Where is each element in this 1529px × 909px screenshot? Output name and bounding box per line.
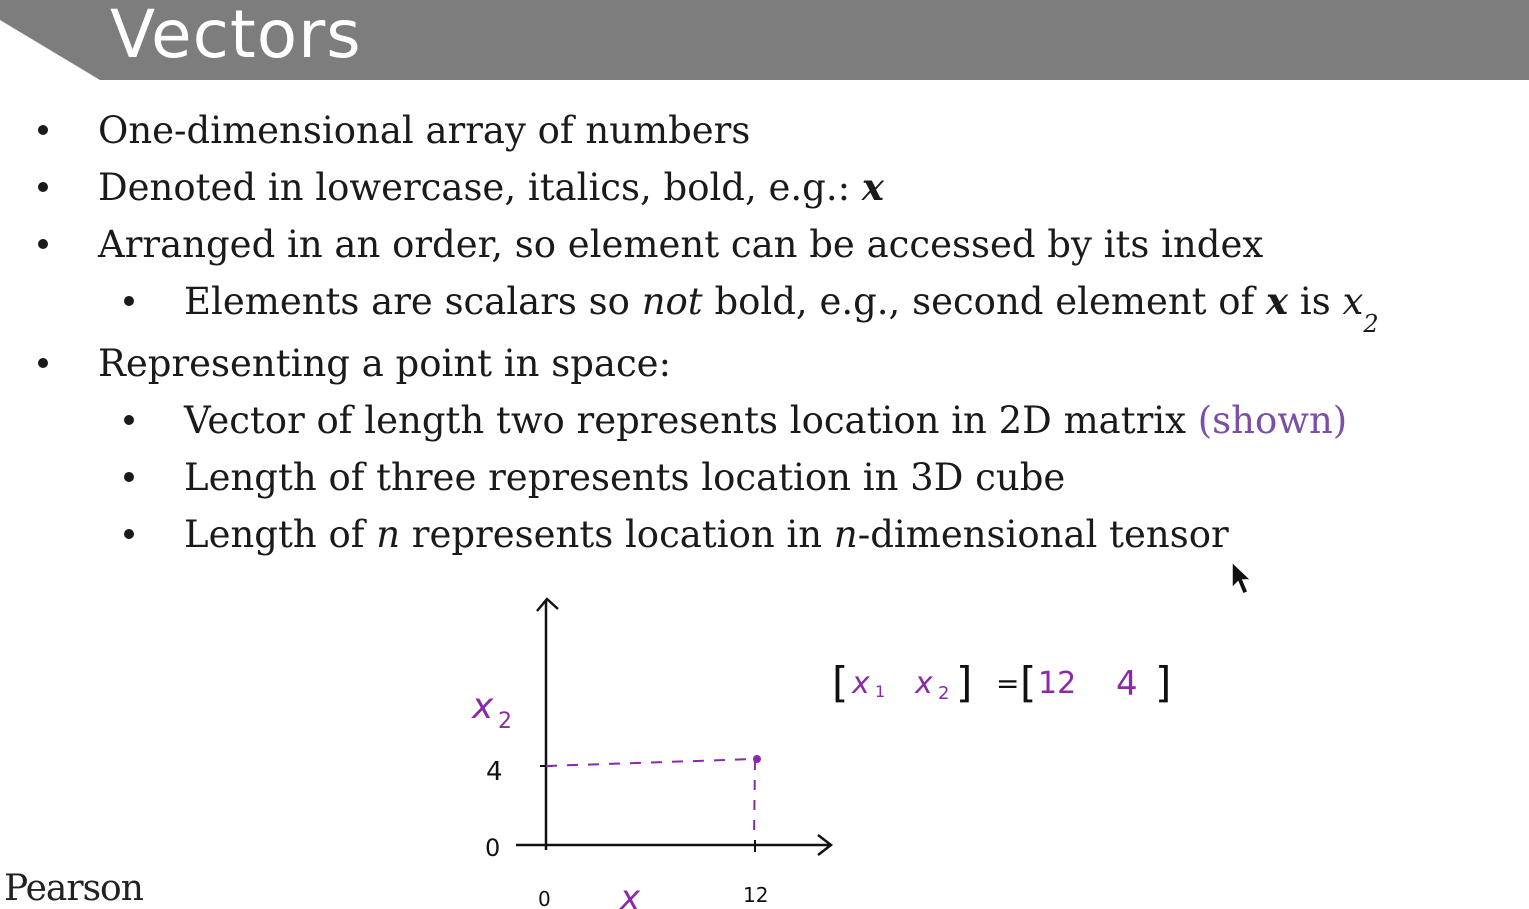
bullet-text: Length of: [184, 513, 377, 556]
italic-word: not: [641, 280, 703, 323]
subscript: 2: [1363, 310, 1379, 338]
y-axis-label-subscript: 2: [498, 709, 512, 734]
bullet-text: Elements are scalars so: [184, 280, 642, 323]
y-tick-label-4: 4: [486, 757, 503, 787]
bullet-text: -dimensional tensor: [857, 513, 1229, 556]
x-tick-label-12: 12: [743, 883, 769, 907]
bullet-text: Denoted in lowercase, italics, bold, e.g.:: [98, 166, 862, 209]
bullet-text: Length of three represents location in 3D cube: [184, 456, 1066, 499]
y-tick-label-0: 0: [485, 834, 501, 862]
y-axis-arrow: [537, 599, 558, 611]
vector-equation: [832, 658, 1171, 707]
vector-point: [753, 755, 761, 763]
bullet-text: One-dimensional array of numbers: [98, 109, 751, 152]
bold-vector-symbol: x: [861, 165, 884, 209]
bullet-text: represents location in: [400, 513, 834, 556]
equation-bracket: ]: [1155, 658, 1172, 707]
mouse-cursor-icon: [1230, 560, 1256, 600]
equation-bracket: [: [832, 658, 849, 707]
equation-x2: x: [915, 666, 933, 701]
y-axis-label: x: [472, 686, 494, 727]
italic-n: n: [376, 513, 401, 556]
x-axis-label: x: [620, 878, 641, 909]
equation-value-12: 12: [1038, 666, 1077, 701]
equation-x1: x: [852, 666, 870, 701]
slide-title: Vectors: [110, 0, 362, 73]
bullet-text: Representing a point in space:: [98, 342, 672, 385]
equation-value-4: 4: [1116, 664, 1138, 704]
italic-n: n: [833, 513, 858, 556]
equation-bracket: ]: [956, 658, 973, 707]
shown-note: (shown): [1197, 399, 1348, 442]
bullet-text: is: [1288, 280, 1343, 323]
x-tick-label-0: 0: [538, 887, 551, 909]
bullet-text: Vector of length two represents location in 2D matrix: [184, 399, 1198, 442]
bullet-text: Arranged in an order, so element can be accessed by its index: [98, 223, 1264, 266]
equation-x2-subscript: 2: [938, 683, 950, 704]
dashed-guide-horizontal: [546, 759, 755, 766]
bold-vector-symbol: x: [1266, 279, 1289, 323]
equation-equals: =: [996, 667, 1020, 700]
bullet-text: bold, e.g., second element of: [702, 280, 1267, 323]
equation-bracket: [: [1020, 658, 1037, 707]
dashed-guide-vertical: [754, 760, 755, 838]
pearson-logo: Pearson: [4, 868, 143, 909]
scalar-symbol: x: [1342, 280, 1364, 323]
equation-x1-subscript: 1: [875, 682, 886, 701]
